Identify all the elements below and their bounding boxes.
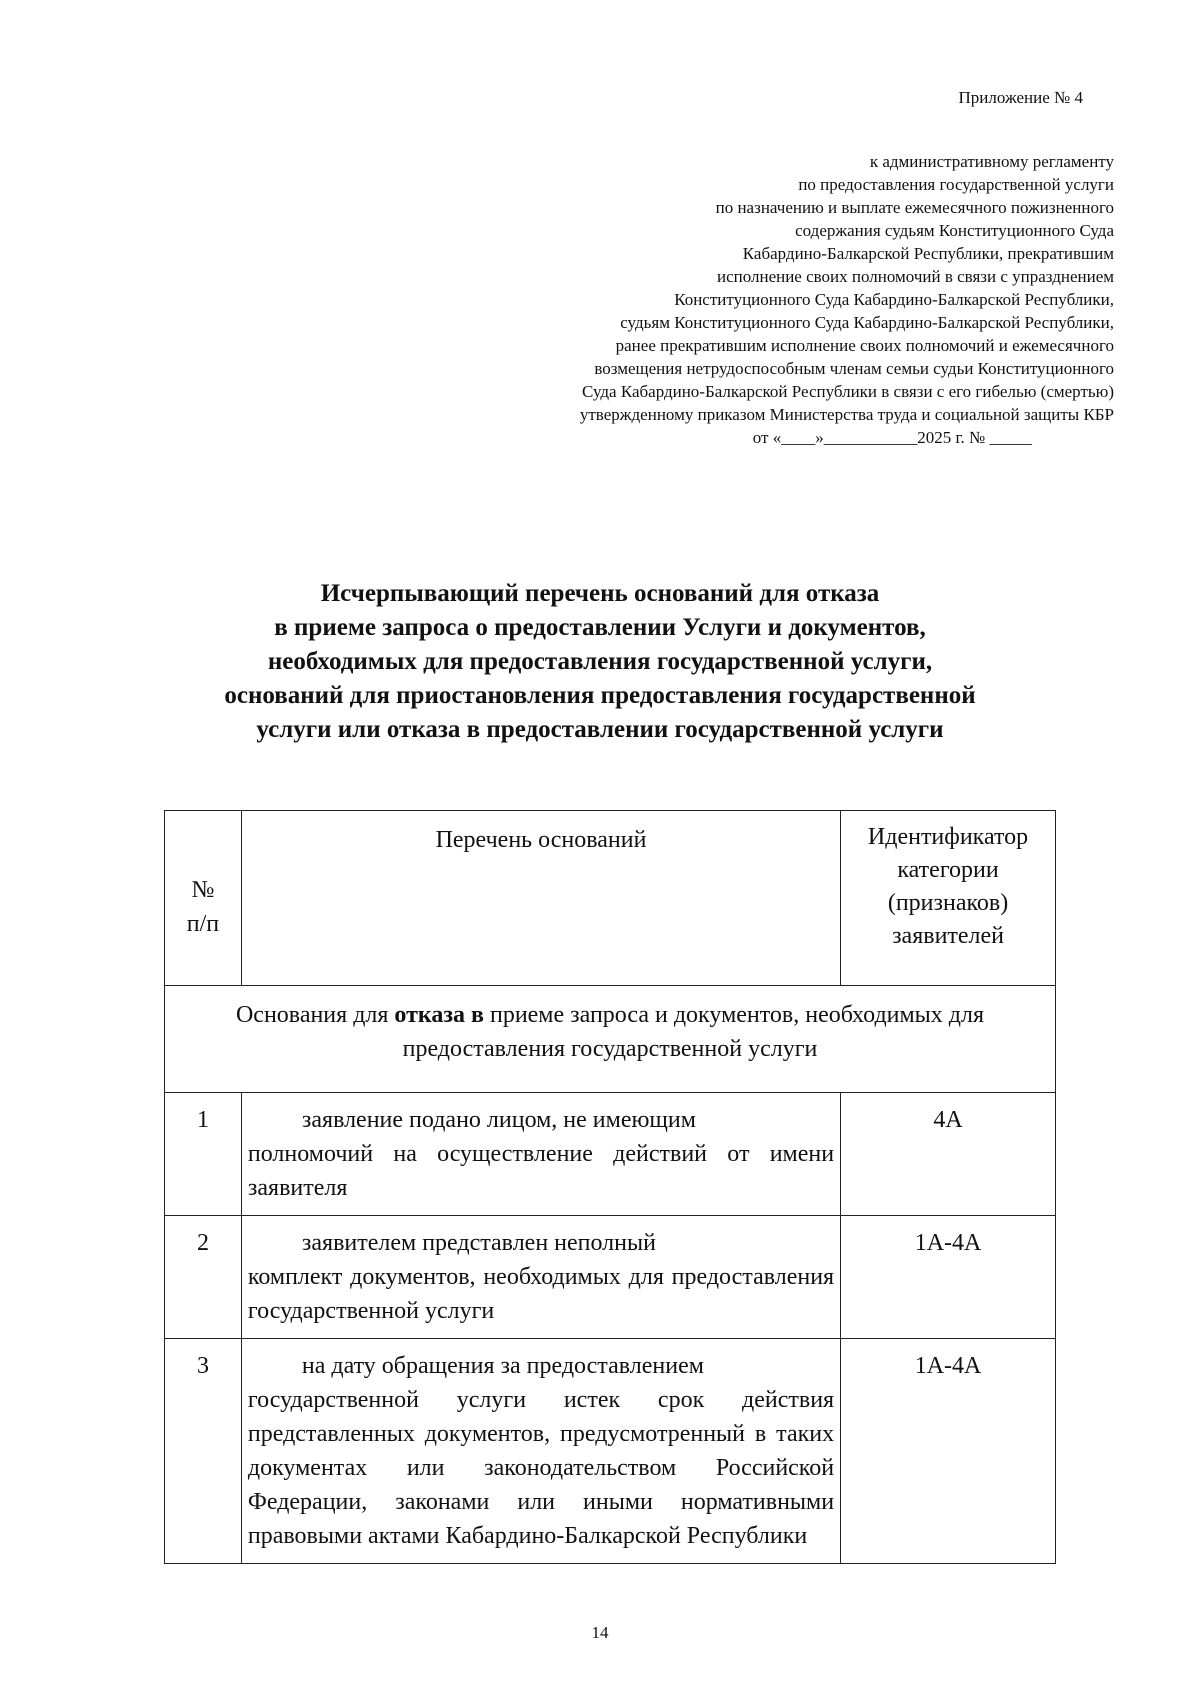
row-grounds	[241, 1339, 840, 1564]
header-identifier-line: категории	[897, 857, 999, 883]
row-grounds-first-line: на дату обращения за предоставлением	[301, 1353, 704, 1379]
row-grounds-text: полномочий на осуществление действий от имени заявителя	[247, 1141, 835, 1201]
row-number: 1	[165, 1093, 242, 1216]
header-identifier-line: заявителей	[892, 923, 1005, 949]
section-text: приеме запроса и документов, необходимых для предоставления государственной услуги	[402, 1002, 985, 1062]
row-grounds-text: комплект документов, необходимых для предоставления государственной услуги	[247, 1264, 835, 1324]
regulation-line: Суда Кабардино-Балкарской Республики в связи с его гибелью (смертью)	[582, 382, 1114, 401]
section-heading	[165, 986, 1056, 1093]
regulation-line: Конституционного Суда Кабардино-Балкарской Республики,	[674, 290, 1114, 309]
row-number: 3	[165, 1339, 242, 1564]
header-identifier-line: (признаков)	[887, 890, 1009, 916]
title-line: оснований для приостановления предоставления государственной	[224, 682, 976, 709]
header-grounds: Перечень оснований	[241, 811, 840, 986]
header-number	[165, 811, 242, 986]
regulation-line: к административному регламенту	[869, 152, 1114, 171]
row-number: 2	[165, 1216, 242, 1339]
section-row	[165, 986, 1056, 1093]
row-identifier: 1А-4А	[841, 1339, 1056, 1564]
regulation-line: Кабардино-Балкарской Республики, прекратившим	[742, 244, 1114, 263]
appendix-label: Приложение № 4	[958, 88, 1083, 107]
page-number: 14	[591, 1623, 609, 1642]
document-title	[150, 577, 1050, 747]
regulation-line: утвержденному приказом Министерства труда и социальной защиты КБР	[579, 405, 1114, 424]
table-header-row	[165, 811, 1056, 986]
regulation-reference	[454, 150, 1114, 449]
title-line: Исчерпывающий перечень оснований для отказа	[320, 580, 880, 607]
regulation-date-line: от «____»___________2025 г. № _____	[752, 428, 1032, 447]
header-number-symbol: №	[191, 877, 215, 903]
table-row	[165, 1216, 1056, 1339]
header-identifier-line: Идентификатор	[867, 824, 1029, 850]
header-identifier	[841, 811, 1056, 986]
title-line: услуги или отказа в предоставлении государственной услуги	[256, 716, 944, 743]
grounds-table	[164, 810, 1056, 1564]
header-number-label: п/п	[186, 911, 220, 937]
row-grounds-first-line: заявление подано лицом, не имеющим	[301, 1107, 696, 1133]
regulation-line: ранее прекратившим исполнение своих полномочий и ежемесячного	[615, 336, 1114, 355]
regulation-line: по предоставления государственной услуги	[798, 175, 1114, 194]
section-bold-text: отказа в	[394, 1002, 484, 1028]
title-line: в приеме запроса о предоставлении Услуги и документов,	[274, 614, 926, 641]
row-identifier: 1А-4А	[841, 1216, 1056, 1339]
table-row	[165, 1339, 1056, 1564]
regulation-line: судьям Конституционного Суда Кабардино-Балкарской Республики,	[620, 313, 1114, 332]
section-text: Основания для	[235, 1002, 395, 1028]
row-grounds	[241, 1093, 840, 1216]
row-identifier: 4А	[841, 1093, 1056, 1216]
regulation-line: по назначению и выплате ежемесячного пожизненного	[715, 198, 1114, 217]
regulation-line: содержания судьям Конституционного Суда	[795, 221, 1114, 240]
row-grounds-text: государственной услуги истек срок действия представленных документов, предусмотренный в таких документах или законодательством Российской Федерации, законами или иными нормативными правовыми актами Кабардино-Балкарской Республики	[247, 1387, 835, 1549]
title-line: необходимых для предоставления государственной услуги,	[267, 648, 933, 675]
table-row	[165, 1093, 1056, 1216]
row-grounds	[241, 1216, 840, 1339]
regulation-line: исполнение своих полномочий в связи с упразднением	[716, 267, 1114, 286]
row-grounds-first-line: заявителем представлен неполный	[301, 1230, 656, 1256]
regulation-line: возмещения нетрудоспособным членам семьи судьи Конституционного	[594, 359, 1114, 378]
